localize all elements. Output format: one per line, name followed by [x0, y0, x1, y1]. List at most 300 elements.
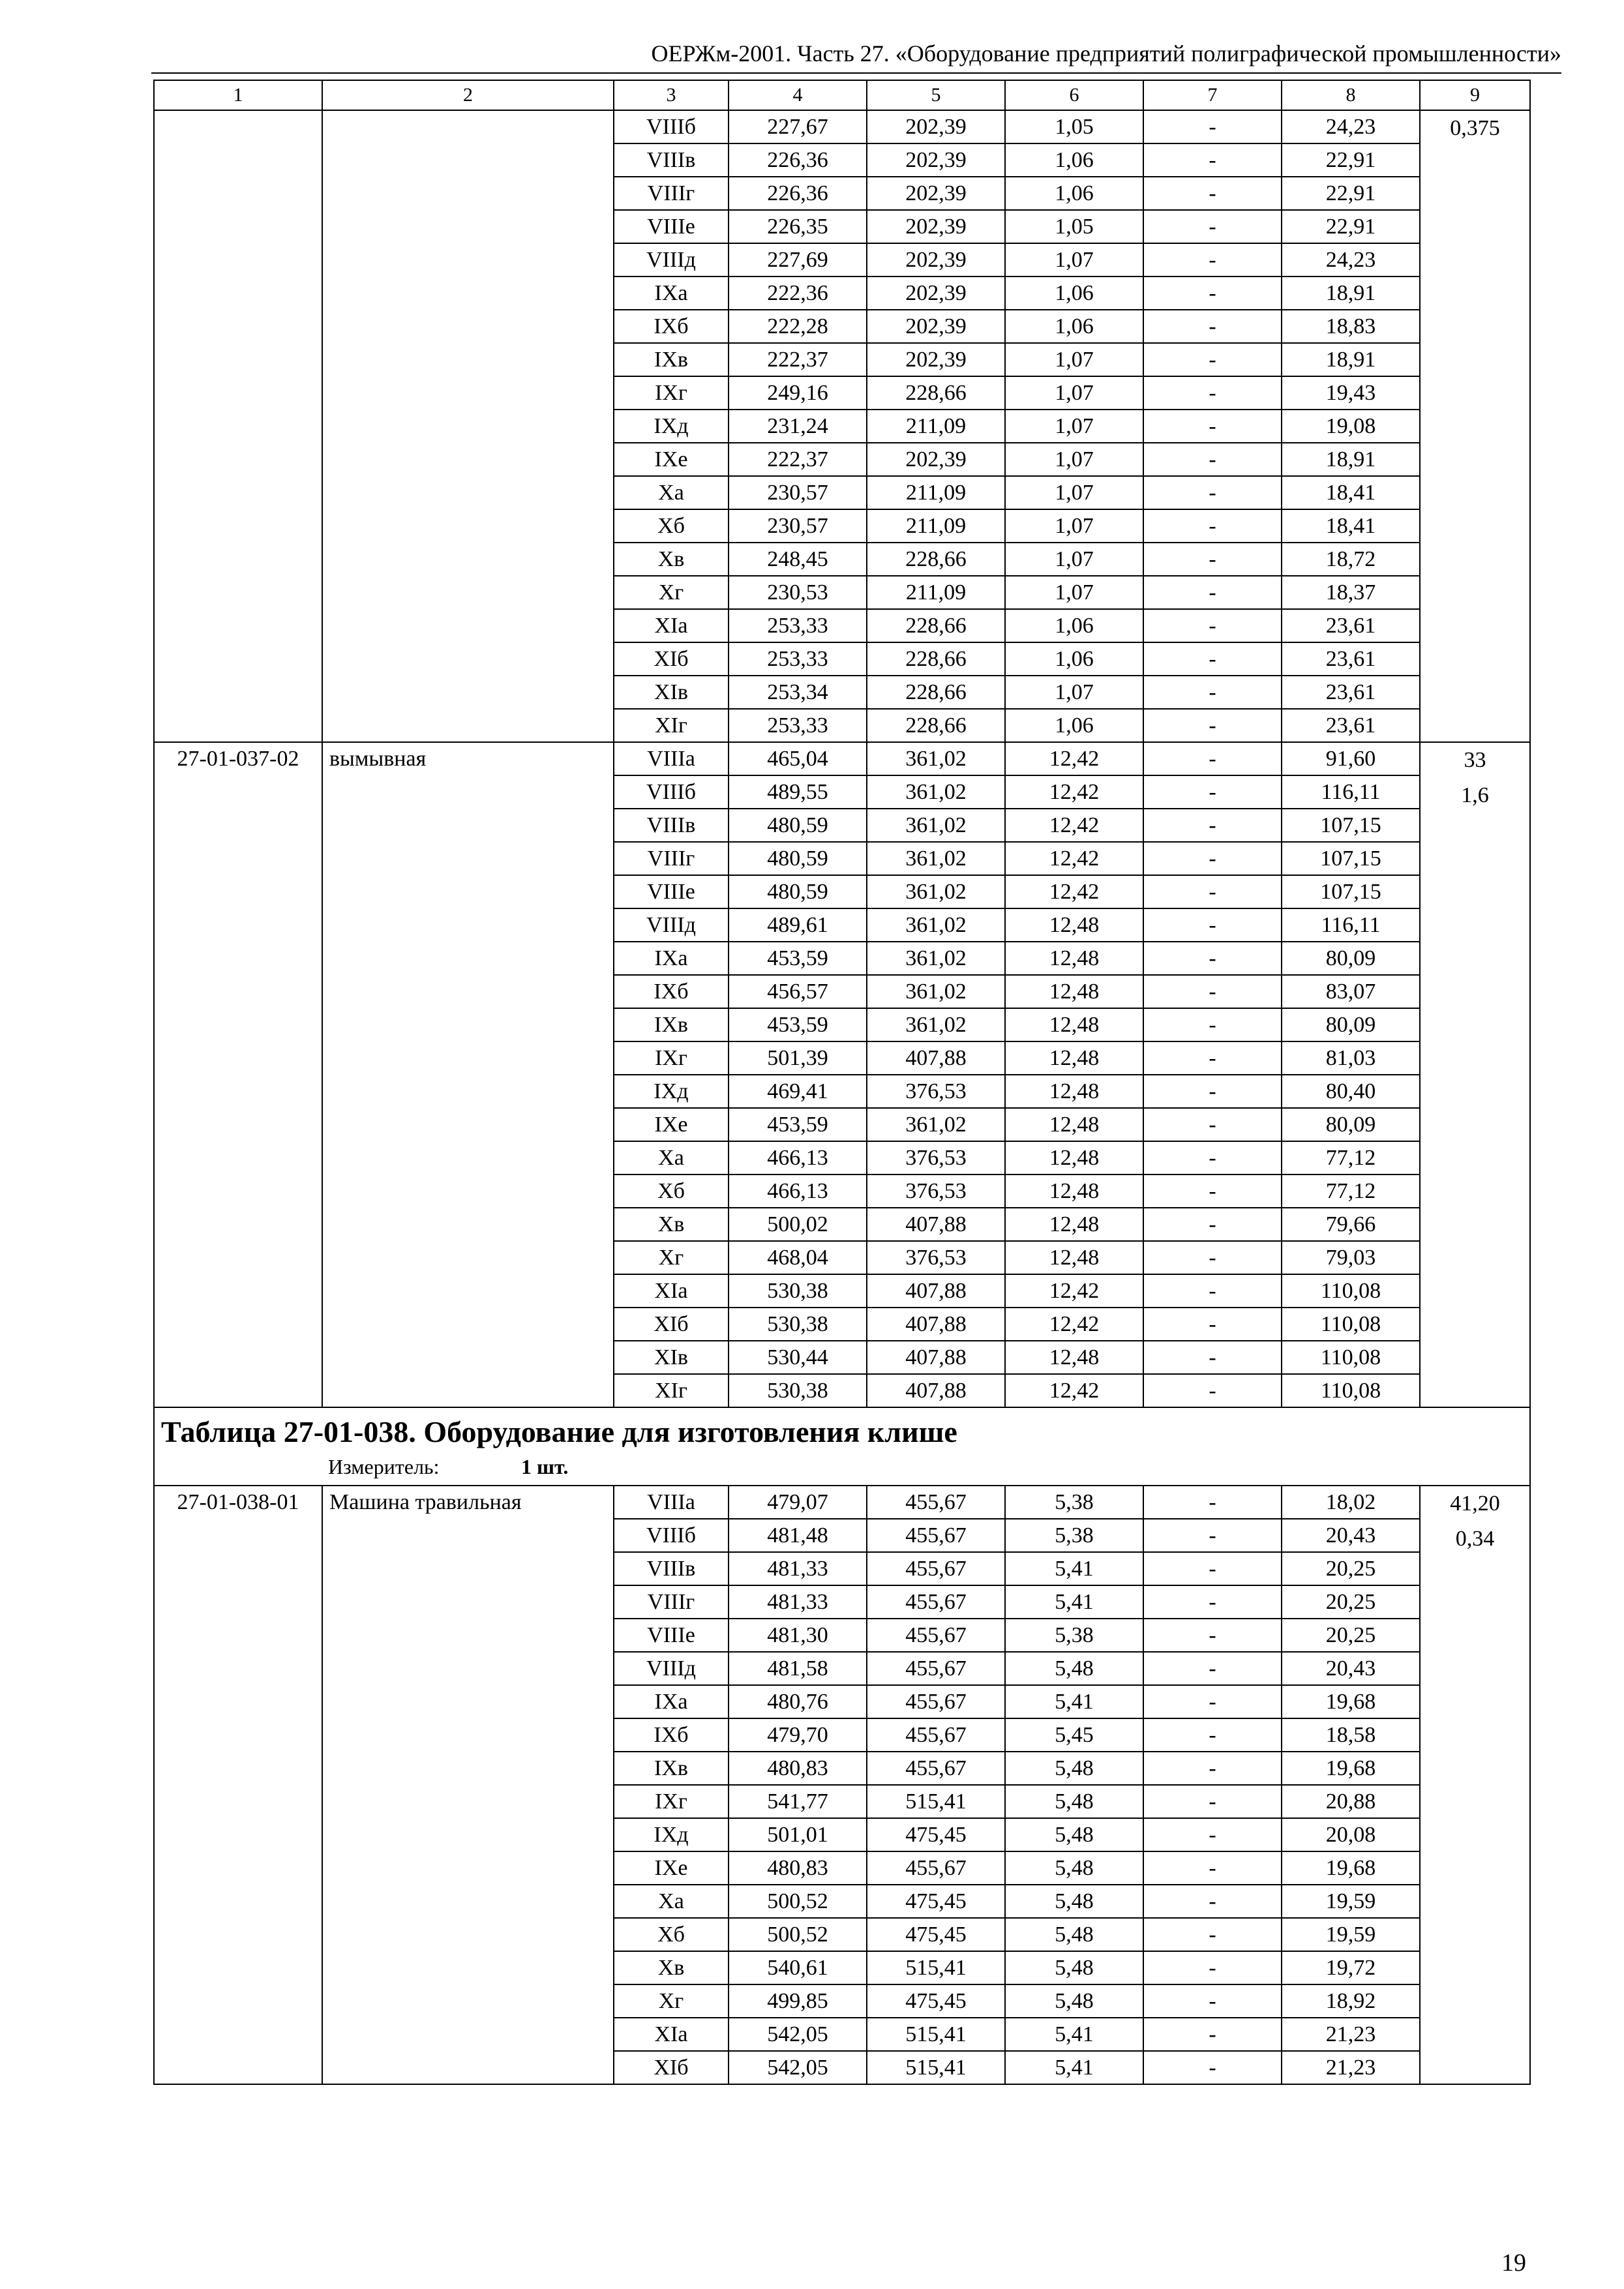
value-cell: IXб [614, 1718, 729, 1752]
value-cell: - [1143, 1308, 1282, 1341]
value-cell: 202,39 [867, 343, 1005, 376]
measure-label: Измеритель: [328, 1455, 440, 1478]
value-cell: 202,39 [867, 243, 1005, 277]
value-cell: Xб [614, 1918, 729, 1951]
value-cell: 80,40 [1282, 1075, 1420, 1108]
value-cell: 18,41 [1282, 509, 1420, 543]
value-cell: - [1143, 1918, 1282, 1951]
machine-info-cell [1420, 110, 1530, 742]
value-cell: 18,91 [1282, 343, 1420, 376]
item-code-cell [154, 110, 322, 742]
value-cell: 12,48 [1005, 1341, 1143, 1374]
value-cell: - [1143, 842, 1282, 875]
value-cell: 5,48 [1005, 1951, 1143, 1984]
value-cell: - [1143, 177, 1282, 210]
value-cell: 456,57 [729, 975, 867, 1008]
value-cell: VIIIе [614, 210, 729, 243]
value-cell: 18,72 [1282, 543, 1420, 576]
value-cell: 18,41 [1282, 476, 1420, 509]
value-cell: 469,41 [729, 1075, 867, 1108]
value-cell: XIа [614, 1274, 729, 1308]
machine-info-value: 41,20 [1450, 1491, 1500, 1516]
value-cell: 1,07 [1005, 476, 1143, 509]
value-cell: 466,13 [729, 1141, 867, 1174]
value-cell: 361,02 [867, 1108, 1005, 1141]
value-cell: 80,09 [1282, 1108, 1420, 1141]
machine-info-value: 0,375 [1450, 116, 1500, 140]
value-cell: 227,69 [729, 243, 867, 277]
value-cell: 407,88 [867, 1208, 1005, 1241]
value-cell: 12,48 [1005, 1241, 1143, 1274]
section-title: Таблица 27-01-038. Оборудование для изготовления клише [161, 1415, 957, 1448]
value-cell: 19,68 [1282, 1851, 1420, 1885]
value-cell: 5,48 [1005, 1918, 1143, 1951]
value-cell: - [1143, 243, 1282, 277]
value-cell: 407,88 [867, 1041, 1005, 1075]
value-cell: 20,88 [1282, 1785, 1420, 1818]
value-cell: 480,76 [729, 1685, 867, 1718]
value-cell: 1,07 [1005, 509, 1143, 543]
value-cell: 475,45 [867, 1918, 1005, 1951]
value-cell: 12,42 [1005, 1274, 1143, 1308]
value-cell: 253,33 [729, 642, 867, 676]
value-cell: IXе [614, 1108, 729, 1141]
value-cell: VIIIг [614, 1585, 729, 1619]
value-cell: 501,01 [729, 1818, 867, 1851]
value-cell: 226,36 [729, 143, 867, 177]
value-cell: 5,38 [1005, 1486, 1143, 1519]
value-cell: 501,39 [729, 1041, 867, 1075]
value-cell: - [1143, 1619, 1282, 1652]
value-cell: 230,57 [729, 476, 867, 509]
value-cell: 455,67 [867, 1519, 1005, 1552]
value-cell: 248,45 [729, 543, 867, 576]
value-cell: 541,77 [729, 1785, 867, 1818]
value-cell: 515,41 [867, 2051, 1005, 2084]
column-number-row [154, 80, 1530, 110]
value-cell: 1,07 [1005, 243, 1143, 277]
value-cell: 5,48 [1005, 1851, 1143, 1885]
table-row [154, 742, 1530, 775]
section-header-row [154, 1407, 1530, 1486]
value-cell: 249,16 [729, 376, 867, 410]
value-cell: 481,48 [729, 1519, 867, 1552]
value-cell: 361,02 [867, 775, 1005, 809]
value-cell: 530,38 [729, 1274, 867, 1308]
value-cell: 12,48 [1005, 908, 1143, 942]
column-number-cell: 6 [1005, 80, 1143, 110]
value-cell: - [1143, 1108, 1282, 1141]
value-cell: - [1143, 1652, 1282, 1685]
value-cell: IXа [614, 1685, 729, 1718]
value-cell: 500,52 [729, 1885, 867, 1918]
value-cell: VIIIа [614, 1486, 729, 1519]
rates-table [153, 80, 1531, 2085]
value-cell: 77,12 [1282, 1141, 1420, 1174]
value-cell: 1,06 [1005, 709, 1143, 742]
value-cell: 19,68 [1282, 1685, 1420, 1718]
value-cell: 22,91 [1282, 177, 1420, 210]
value-cell: 222,28 [729, 310, 867, 343]
value-cell: 361,02 [867, 842, 1005, 875]
value-cell: 91,60 [1282, 742, 1420, 775]
value-cell: 230,53 [729, 576, 867, 609]
column-number-cell: 5 [867, 80, 1005, 110]
machine-info-value: 0,34 [1455, 1526, 1495, 1551]
value-cell: 80,09 [1282, 942, 1420, 975]
value-cell: 480,59 [729, 875, 867, 908]
value-cell: 222,37 [729, 343, 867, 376]
value-cell: 12,48 [1005, 1041, 1143, 1075]
value-cell: 18,58 [1282, 1718, 1420, 1752]
value-cell: Xа [614, 476, 729, 509]
value-cell: IXд [614, 1075, 729, 1108]
value-cell: 475,45 [867, 1885, 1005, 1918]
value-cell: 202,39 [867, 277, 1005, 310]
value-cell: 202,39 [867, 310, 1005, 343]
value-cell: 228,66 [867, 642, 1005, 676]
value-cell: 23,61 [1282, 609, 1420, 642]
value-cell: 18,37 [1282, 576, 1420, 609]
value-cell: 18,92 [1282, 1984, 1420, 2018]
value-cell: 376,53 [867, 1174, 1005, 1208]
value-cell: 376,53 [867, 1141, 1005, 1174]
value-cell: 480,59 [729, 809, 867, 842]
item-code-cell: 27-01-037-02 [154, 742, 322, 1407]
value-cell: 253,33 [729, 709, 867, 742]
value-cell: 12,42 [1005, 1374, 1143, 1407]
value-cell: XIб [614, 2051, 729, 2084]
page-number: 19 [1501, 2249, 1526, 2277]
value-cell: 211,09 [867, 576, 1005, 609]
value-cell: 211,09 [867, 476, 1005, 509]
value-cell: VIIIд [614, 243, 729, 277]
value-cell: 23,61 [1282, 642, 1420, 676]
value-cell: 81,03 [1282, 1041, 1420, 1075]
value-cell: 479,70 [729, 1718, 867, 1752]
value-cell: - [1143, 1486, 1282, 1519]
value-cell: - [1143, 942, 1282, 975]
value-cell: 453,59 [729, 942, 867, 975]
value-cell: 455,67 [867, 1752, 1005, 1785]
value-cell: 12,48 [1005, 942, 1143, 975]
value-cell: 480,59 [729, 842, 867, 875]
value-cell: 110,08 [1282, 1308, 1420, 1341]
value-cell: IXд [614, 1818, 729, 1851]
table-row [154, 110, 1530, 143]
value-cell: 407,88 [867, 1374, 1005, 1407]
value-cell: 21,23 [1282, 2018, 1420, 2051]
value-cell: 481,33 [729, 1552, 867, 1585]
value-cell: 228,66 [867, 709, 1005, 742]
value-cell: - [1143, 143, 1282, 177]
value-cell: 23,61 [1282, 709, 1420, 742]
value-cell: 24,23 [1282, 243, 1420, 277]
value-cell: - [1143, 1818, 1282, 1851]
value-cell: VIIIе [614, 875, 729, 908]
value-cell: 499,85 [729, 1984, 867, 2018]
value-cell: 228,66 [867, 376, 1005, 410]
value-cell: 468,04 [729, 1241, 867, 1274]
value-cell: 12,42 [1005, 1308, 1143, 1341]
value-cell: VIIIб [614, 110, 729, 143]
value-cell: 80,09 [1282, 1008, 1420, 1041]
value-cell: 407,88 [867, 1308, 1005, 1341]
value-cell: 228,66 [867, 543, 1005, 576]
value-cell: 479,07 [729, 1486, 867, 1519]
value-cell: - [1143, 1374, 1282, 1407]
value-cell: 361,02 [867, 1008, 1005, 1041]
value-cell: 5,48 [1005, 1752, 1143, 1785]
value-cell: 12,42 [1005, 842, 1143, 875]
value-cell: 107,15 [1282, 875, 1420, 908]
value-cell: 515,41 [867, 2018, 1005, 2051]
value-cell: 23,61 [1282, 676, 1420, 709]
value-cell: - [1143, 1785, 1282, 1818]
value-cell: 18,91 [1282, 277, 1420, 310]
value-cell: 211,09 [867, 410, 1005, 443]
value-cell: 20,25 [1282, 1552, 1420, 1585]
value-cell: 22,91 [1282, 210, 1420, 243]
value-cell: VIIIв [614, 143, 729, 177]
value-cell: Xв [614, 1208, 729, 1241]
machine-info-value: 1,6 [1461, 783, 1489, 807]
value-cell: 12,42 [1005, 742, 1143, 775]
value-cell: Xг [614, 1984, 729, 2018]
value-cell: 18,83 [1282, 310, 1420, 343]
value-cell: 110,08 [1282, 1374, 1420, 1407]
value-cell: 407,88 [867, 1341, 1005, 1374]
value-cell: - [1143, 1585, 1282, 1619]
value-cell: 107,15 [1282, 809, 1420, 842]
value-cell: 79,03 [1282, 1241, 1420, 1274]
value-cell: 24,23 [1282, 110, 1420, 143]
value-cell: XIа [614, 609, 729, 642]
value-cell: 500,52 [729, 1918, 867, 1951]
value-cell: 361,02 [867, 809, 1005, 842]
column-number-cell: 3 [614, 80, 729, 110]
measure-line [161, 1454, 1529, 1480]
value-cell: 500,02 [729, 1208, 867, 1241]
value-cell: 12,48 [1005, 1108, 1143, 1141]
value-cell: VIIIб [614, 775, 729, 809]
value-cell: - [1143, 2018, 1282, 2051]
value-cell: 466,13 [729, 1174, 867, 1208]
value-cell: - [1143, 1951, 1282, 1984]
value-cell: - [1143, 277, 1282, 310]
value-cell: 107,15 [1282, 842, 1420, 875]
value-cell: - [1143, 210, 1282, 243]
value-cell: 542,05 [729, 2051, 867, 2084]
value-cell: 12,48 [1005, 1075, 1143, 1108]
value-cell: 453,59 [729, 1108, 867, 1141]
value-cell: 226,35 [729, 210, 867, 243]
value-cell: 530,38 [729, 1374, 867, 1407]
value-cell: - [1143, 609, 1282, 642]
value-cell: 202,39 [867, 210, 1005, 243]
value-cell: XIб [614, 1308, 729, 1341]
value-cell: 20,08 [1282, 1818, 1420, 1851]
value-cell: XIв [614, 1341, 729, 1374]
value-cell: - [1143, 1685, 1282, 1718]
value-cell: 489,61 [729, 908, 867, 942]
value-cell: 480,83 [729, 1752, 867, 1785]
value-cell: 481,58 [729, 1652, 867, 1685]
value-cell: 455,67 [867, 1718, 1005, 1752]
value-cell: VIIIд [614, 908, 729, 942]
value-cell: 5,48 [1005, 1885, 1143, 1918]
value-cell: 481,30 [729, 1619, 867, 1652]
value-cell: - [1143, 1008, 1282, 1041]
value-cell: 1,05 [1005, 210, 1143, 243]
value-cell: - [1143, 1075, 1282, 1108]
value-cell: 481,33 [729, 1585, 867, 1619]
value-cell: 361,02 [867, 908, 1005, 942]
item-code-cell: 27-01-038-01 [154, 1486, 322, 2084]
value-cell: 12,48 [1005, 1174, 1143, 1208]
value-cell: - [1143, 1718, 1282, 1752]
value-cell: 455,67 [867, 1486, 1005, 1519]
value-cell: Xа [614, 1141, 729, 1174]
value-cell: 1,06 [1005, 177, 1143, 210]
value-cell: XIг [614, 1374, 729, 1407]
value-cell: VIIIг [614, 842, 729, 875]
value-cell: XIа [614, 2018, 729, 2051]
value-cell: IXа [614, 942, 729, 975]
value-cell: - [1143, 410, 1282, 443]
value-cell: 110,08 [1282, 1274, 1420, 1308]
value-cell: - [1143, 343, 1282, 376]
value-cell: - [1143, 543, 1282, 576]
value-cell: 22,91 [1282, 143, 1420, 177]
value-cell: - [1143, 1885, 1282, 1918]
value-cell: 18,91 [1282, 443, 1420, 476]
value-cell: 116,11 [1282, 908, 1420, 942]
value-cell: VIIIе [614, 1619, 729, 1652]
value-cell: 20,25 [1282, 1585, 1420, 1619]
value-cell: 475,45 [867, 1818, 1005, 1851]
value-cell: IXе [614, 443, 729, 476]
value-cell: 480,83 [729, 1851, 867, 1885]
value-cell: 222,36 [729, 277, 867, 310]
value-cell: 455,67 [867, 1685, 1005, 1718]
value-cell: - [1143, 1274, 1282, 1308]
value-cell: 19,08 [1282, 410, 1420, 443]
value-cell: 5,48 [1005, 1785, 1143, 1818]
value-cell: 455,67 [867, 1851, 1005, 1885]
value-cell: 1,07 [1005, 543, 1143, 576]
value-cell: 226,36 [729, 177, 867, 210]
value-cell: VIIIб [614, 1519, 729, 1552]
value-cell: 12,48 [1005, 1141, 1143, 1174]
section-header-cell [154, 1407, 1530, 1486]
value-cell: 453,59 [729, 1008, 867, 1041]
value-cell: 1,07 [1005, 343, 1143, 376]
value-cell: 1,06 [1005, 642, 1143, 676]
value-cell: 1,07 [1005, 676, 1143, 709]
value-cell: XIв [614, 676, 729, 709]
value-cell: 5,41 [1005, 2018, 1143, 2051]
value-cell: - [1143, 1552, 1282, 1585]
value-cell: 21,23 [1282, 2051, 1420, 2084]
value-cell: 5,45 [1005, 1718, 1143, 1752]
value-cell: Xг [614, 1241, 729, 1274]
value-cell: - [1143, 1851, 1282, 1885]
value-cell: Xб [614, 1174, 729, 1208]
value-cell: 542,05 [729, 2018, 867, 2051]
column-number-cell: 8 [1282, 80, 1420, 110]
value-cell: - [1143, 775, 1282, 809]
value-cell: 228,66 [867, 676, 1005, 709]
value-cell: 1,07 [1005, 443, 1143, 476]
value-cell: 465,04 [729, 742, 867, 775]
value-cell: Xв [614, 1951, 729, 1984]
machine-info-cell [1420, 742, 1530, 1407]
value-cell: 20,43 [1282, 1519, 1420, 1552]
value-cell: 231,24 [729, 410, 867, 443]
item-name-cell: вымывная [322, 742, 614, 1407]
value-cell: 253,33 [729, 609, 867, 642]
value-cell: IXб [614, 310, 729, 343]
value-cell: 79,66 [1282, 1208, 1420, 1241]
value-cell: 77,12 [1282, 1174, 1420, 1208]
value-cell: 5,48 [1005, 1652, 1143, 1685]
value-cell: XIг [614, 709, 729, 742]
value-cell: 12,48 [1005, 1008, 1143, 1041]
value-cell: IXв [614, 1008, 729, 1041]
value-cell: - [1143, 676, 1282, 709]
item-name-cell: Машина травильная [322, 1486, 614, 2084]
value-cell: IXд [614, 410, 729, 443]
value-cell: 12,48 [1005, 975, 1143, 1008]
machine-info-value: 33 [1464, 748, 1486, 772]
value-cell: - [1143, 376, 1282, 410]
measure-value: 1 шт. [521, 1455, 569, 1478]
value-cell: 202,39 [867, 177, 1005, 210]
value-cell: 253,34 [729, 676, 867, 709]
value-cell: 361,02 [867, 942, 1005, 975]
value-cell: 228,66 [867, 609, 1005, 642]
value-cell: 5,41 [1005, 1552, 1143, 1585]
value-cell: - [1143, 1208, 1282, 1241]
value-cell: VIIIг [614, 177, 729, 210]
value-cell: 1,06 [1005, 609, 1143, 642]
value-cell: 202,39 [867, 110, 1005, 143]
value-cell: 376,53 [867, 1241, 1005, 1274]
value-cell: - [1143, 642, 1282, 676]
value-cell: 361,02 [867, 742, 1005, 775]
value-cell: - [1143, 476, 1282, 509]
value-cell: - [1143, 908, 1282, 942]
value-cell: 230,57 [729, 509, 867, 543]
value-cell: IXг [614, 376, 729, 410]
header-rule [151, 72, 1561, 74]
value-cell: 5,41 [1005, 1685, 1143, 1718]
value-cell: 455,67 [867, 1585, 1005, 1619]
value-cell: 455,67 [867, 1652, 1005, 1685]
value-cell: - [1143, 1141, 1282, 1174]
value-cell: 489,55 [729, 775, 867, 809]
value-cell: - [1143, 709, 1282, 742]
value-cell: - [1143, 443, 1282, 476]
value-cell: VIIIв [614, 1552, 729, 1585]
value-cell: 20,25 [1282, 1619, 1420, 1652]
value-cell: 1,07 [1005, 410, 1143, 443]
value-cell: VIIIд [614, 1652, 729, 1685]
value-cell: 19,59 [1282, 1918, 1420, 1951]
value-cell: 116,11 [1282, 775, 1420, 809]
column-number-cell: 1 [154, 80, 322, 110]
